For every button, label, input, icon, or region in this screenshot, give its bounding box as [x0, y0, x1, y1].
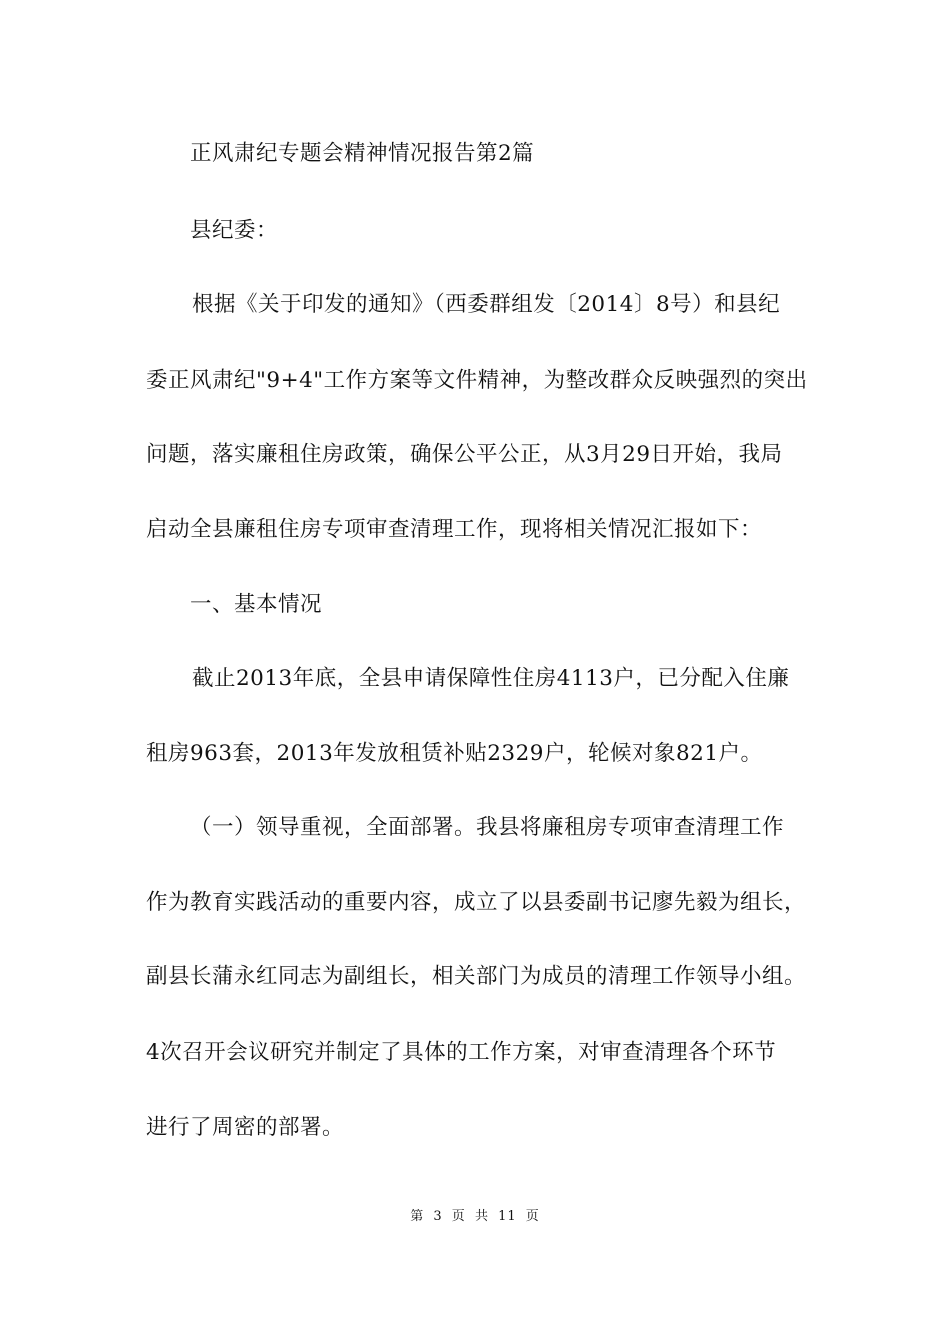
paragraph-line: 启动全县廉租住房专项审查清理工作，现将相关情况汇报如下：	[146, 517, 763, 542]
paragraph-line: 委正风肃纪"9+4"工作方案等文件精神，为整改群众反映强烈的突出	[146, 368, 808, 393]
paragraph-line: 副县长蒲永红同志为副组长，相关部门为成员的清理工作领导小组。	[146, 964, 807, 989]
paragraph-line: 截止2013年底，全县申请保障性住房4113户，已分配入住廉	[192, 666, 790, 691]
footer-current-page: 3	[433, 1209, 443, 1224]
footer-total-pages: 11	[498, 1209, 517, 1224]
paragraph-line: 根据《关于印发的通知》（西委群组发〔2014〕8号）和县纪	[192, 292, 781, 317]
paragraph-line: 问题，落实廉租住房政策，确保公平公正，从3月29日开始，我局	[146, 442, 783, 467]
paragraph-line: 4次召开会议研究并制定了具体的工作方案，对审查清理各个环节	[146, 1040, 777, 1065]
salutation: 县纪委：	[190, 218, 279, 243]
paragraph-line: 作为教育实践活动的重要内容，成立了以县委副书记廖先毅为组长，	[146, 890, 807, 915]
paragraph-line: （一）领导重视，全面部署。我县将廉租房专项审查清理工作	[190, 815, 785, 840]
footer-prefix: 第	[410, 1209, 425, 1224]
document-title: 正风肃纪专题会精神情况报告第2篇	[190, 141, 535, 166]
paragraph-line: 租房963套，2013年发放租赁补贴2329户，轮候对象821户。	[146, 741, 763, 766]
footer-page-word: 页	[451, 1209, 466, 1224]
footer-suffix: 页	[525, 1209, 540, 1224]
page-footer	[0, 1208, 950, 1226]
paragraph-line: 进行了周密的部署。	[146, 1115, 345, 1140]
footer-total-word: 共	[474, 1209, 489, 1224]
section-heading: 一、基本情况	[190, 592, 323, 617]
